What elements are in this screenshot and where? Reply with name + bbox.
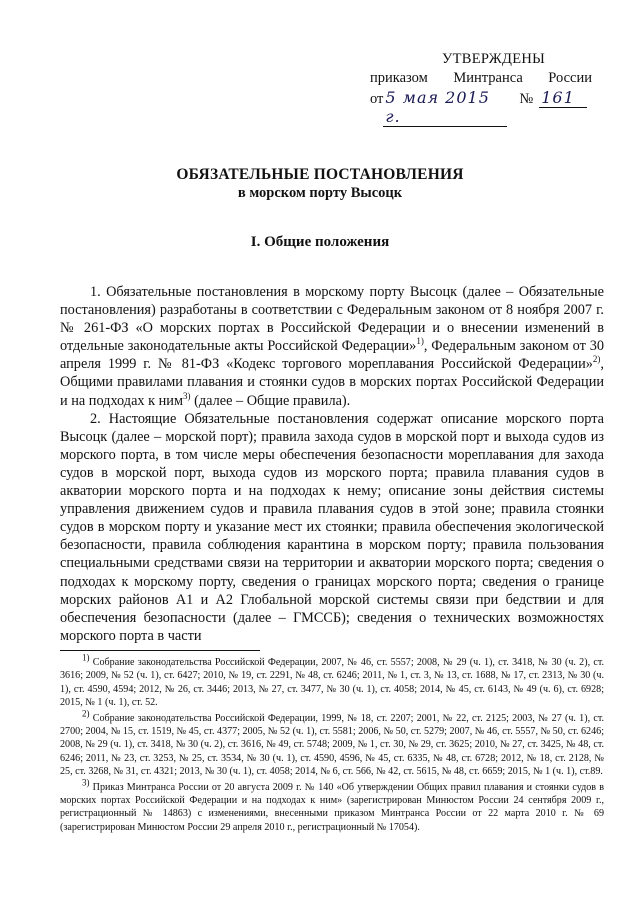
footnote-ref-3: 3): [183, 390, 191, 401]
approval-country: России: [548, 70, 592, 86]
footnote-ref-1: 1): [416, 336, 424, 347]
approval-order-line: [370, 69, 592, 88]
paragraph-1-text-a: 1. Обязательные постановления в морскому порту Высоцк (далее – Обязательные постановления) разработаны в соответствии с Федеральным законом от 8 ноября 2007 г. № 261-ФЗ «О морских портах в Российской Федерации и о внесении изменений в отдельные законодательные акты Российской Федерации»: [60, 284, 604, 355]
paragraph-1-text-d: (далее – Общие правила).: [190, 392, 351, 409]
footnote-1-text: Собрание законодательства Российской Федерации, 2007, № 46, ст. 5557; 2008, № 29 (ч. 1), ст. 3418, № 30 (ч. 2), ст. 3616; 2009, № 52 (ч. 1), ст. 6427; 2010, № 19, ст. 2291, № 48, ст. 6246; 2011, № 1, ст. 3, № 13, ст. 1688, № 17, ст. 2313, № 30 (ч. 1), ст. 4590, 4594; 2012, № 26, ст. 3446; 2013, № 27, ст. 3477, № 30 (ч. 1), ст. 4058; 2014, № 45, ст. 6143, № 49 (ч. 6), ст. 6928; 2015, № 1 (ч. 1), ст. 52.: [60, 657, 604, 709]
section-heading: I. Общие положения: [250, 234, 390, 250]
footnote-2: [60, 708, 604, 779]
paragraph-2: 2. Настоящие Обязательные постановления содержат описание морского порта Высоцк (далее – морской порт); правила захода судов в морской порт и выхода судов из морского порта, в том числе меры обеспечения безопасности мореплавания для захода судов в морской порт, выхода судов из морского порта; правила плавания судов в акватории морского порта и на подходах к нему; описание зоны действия системы управления движением судов и правила плавания судов в этой зоне; правила стоянки судов в морском порту и указание мест их стоянки; правила обеспечения экологической безопасности, правила соблюдения карантина в морском порту; правила пользования специальными средствами связи на территории и акватории морского порта; сведения о подходах к морскому порту, сведения о границах морского порта; сведения о границе морских районов А1 и А2 Глобальной морской системы связи при бедствии и для обеспечения безопасности (далее – ГМССБ); сведения о технических возможностях морского порта в части: [60, 410, 604, 644]
approval-title: УТВЕРЖДЕНЫ: [442, 51, 546, 67]
footnote-separator: [60, 650, 260, 651]
footnote-2-text: Собрание законодательства Российской Федерации, 1999, № 18, ст. 2207; 2001, № 22, ст. 2125; 2003, № 27 (ч. 1), ст. 2700; 2004, № 15, ст. 1519, № 45, ст. 4377; 2005, № 52 (ч. 1), ст. 5581; 2006, № 50, ст. 5279; 2007, № 46, ст. 5557, № 50, ст. 6246; 2008, № 29 (ч. 1), ст. 3418, № 30 (ч. 2), ст. 3616, № 49, ст. 5748; 2009, № 1, ст. 30, № 29, ст. 3625; 2010, № 27, ст. 3425, № 48, ст. 6246; 2011, № 23, ст. 3253, № 25, ст. 3534, № 30 (ч. 1), ст. 4590, 4596, № 45, ст. 6335, № 48, ст. 6728; 2012, № 18, ст. 2128, № 25, ст. 3268, № 31, ст. 4321; 2013, № 30 (ч. 1), ст. 4058; 2014, № 6, ст. 566, № 42, ст. 5615, № 48, ст. 6659; 2015, № 1 (ч. 1), ст.89.: [60, 712, 604, 778]
paragraph-1-text-b: , Федеральным законом от 30 апреля 1999 г. № 81-ФЗ «Кодекс торгового мореплавания Российской Федерации»: [60, 338, 604, 373]
date-prefix: от: [370, 91, 384, 107]
handwritten-number: 161: [539, 88, 587, 108]
body-text: [60, 283, 604, 645]
footnote-3-mark: 3): [82, 777, 90, 788]
paragraph-1: [60, 283, 604, 410]
approval-block: [370, 50, 592, 127]
document-subtitle: в морском порту Высоцк: [237, 185, 403, 201]
paragraph-1-text-c: , Общими правилами плавания и стоянки судов в морских портах Российской Федерации и на подходах к ним: [60, 356, 604, 409]
footnotes: [60, 652, 604, 836]
footnote-1: [60, 652, 604, 710]
approval-order-word: приказом: [370, 70, 428, 86]
footnote-2-mark: 2): [82, 708, 90, 719]
approval-ministry: Минтранса: [453, 70, 523, 86]
footnote-ref-2: 2): [592, 354, 601, 365]
footnote-1-mark: 1): [82, 652, 90, 663]
document-title: ОБЯЗАТЕЛЬНЫЕ ПОСТАНОВЛЕНИЯ: [176, 166, 464, 183]
footnote-3: [60, 777, 604, 835]
approval-date-line: [370, 88, 592, 127]
number-prefix: №: [519, 91, 534, 107]
footnote-3-text: Приказ Минтранса России от 20 августа 2009 г. № 140 «Об утверждении Общих правил плавания и стоянки судов в морских портах Российской Федерации и на подходах к ним» (зарегистрирован Минюстом России 24 сентября 2009 г., регистрационный № 14863) с изменениями, внесенными приказом Минтранса России от 22 марта 2010 г. № 69 (зарегистрирован Минюстом России 29 апреля 2010 г., регистрационный № 17054).: [60, 781, 604, 833]
handwritten-date: 5 мая 2015 г.: [383, 88, 507, 127]
